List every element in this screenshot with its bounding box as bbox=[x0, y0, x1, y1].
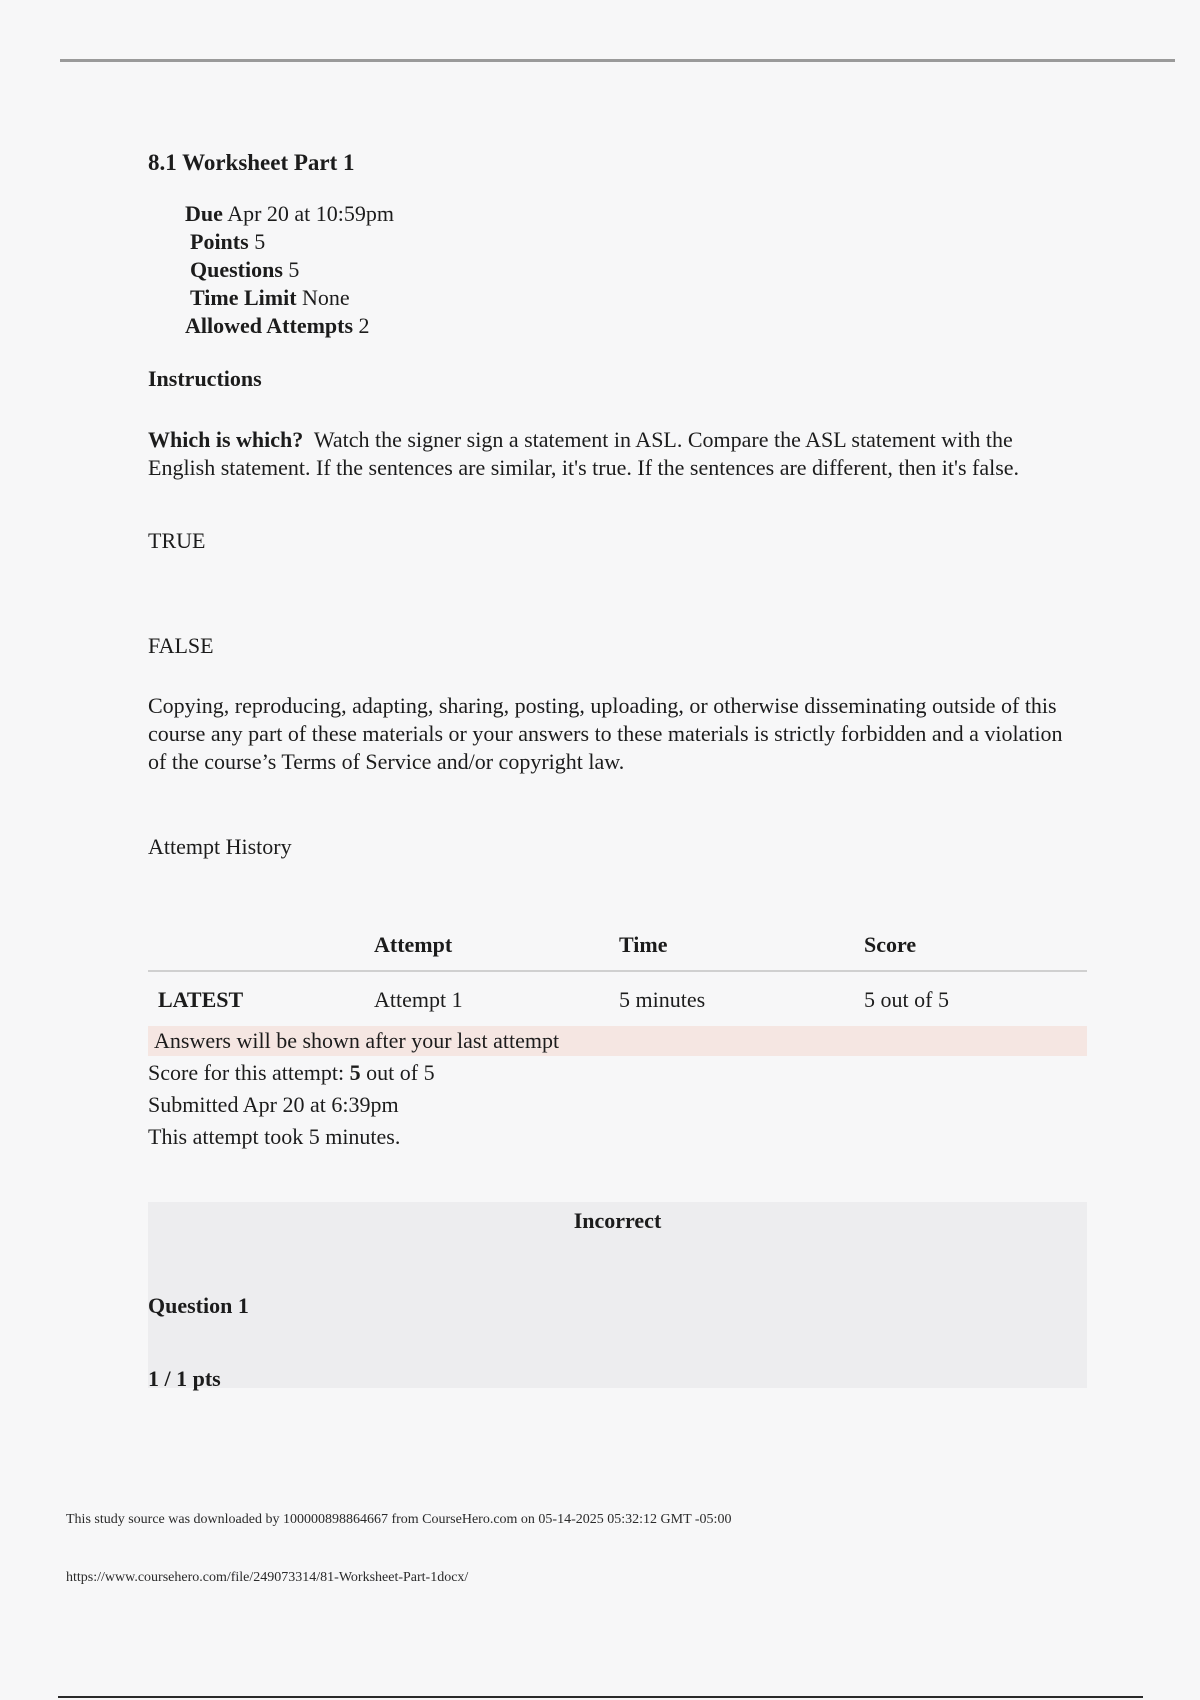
points-row bbox=[190, 228, 265, 256]
latest-tag: LATEST bbox=[148, 971, 373, 1029]
points-value: 5 bbox=[254, 229, 266, 254]
attempt-history-heading: Attempt History bbox=[148, 834, 292, 859]
copyright-notice: Copying, reproducing, adapting, sharing, posting, uploading, or otherwise disseminating outside of this course any part of these materials or your answers to these materials is strictly forbidden and a violation of the course’s Terms of Service and/or copyright law. bbox=[148, 693, 1063, 774]
questions-label: Questions bbox=[190, 257, 283, 282]
instructions-lead: Which is which? bbox=[148, 427, 304, 452]
score-value: 5 bbox=[349, 1060, 361, 1085]
due-label: Due bbox=[185, 201, 223, 226]
attempt-link[interactable]: Attempt 1 bbox=[373, 971, 618, 1029]
table-row bbox=[148, 971, 1087, 1029]
table-header-row bbox=[148, 920, 1087, 971]
instructions-text bbox=[148, 426, 1083, 482]
question-status: Incorrect bbox=[573, 1208, 662, 1233]
question-points: 1 / 1 pts bbox=[148, 1366, 221, 1391]
duration-line: This attempt took 5 minutes. bbox=[148, 1124, 401, 1149]
due-value: Apr 20 at 10:59pm bbox=[227, 201, 395, 226]
option-true: TRUE bbox=[148, 528, 206, 553]
top-rule bbox=[60, 59, 1175, 62]
allowed-attempts-row bbox=[185, 312, 370, 340]
column-header-score: Score bbox=[863, 920, 1087, 971]
attempt-score-line bbox=[148, 1060, 435, 1086]
attempt-history-table bbox=[148, 920, 1087, 1029]
instructions-body: Watch the signer sign a statement in ASL. Compare the ASL statement with the English statement. If the sentences are similar, it's true. If the sentences are different, then it's false. bbox=[148, 427, 1020, 480]
score-suffix: out of 5 bbox=[366, 1060, 435, 1085]
time-limit-value: None bbox=[302, 285, 350, 310]
questions-row bbox=[190, 256, 299, 284]
points-label: Points bbox=[190, 229, 249, 254]
time-limit-row bbox=[190, 284, 350, 312]
question-box bbox=[148, 1202, 1087, 1391]
source-url[interactable]: https://www.coursehero.com/file/249073314/81-Worksheet-Part-1docx/ bbox=[66, 1570, 469, 1585]
option-false: FALSE bbox=[148, 633, 214, 658]
instructions-heading: Instructions bbox=[148, 366, 262, 391]
questions-value: 5 bbox=[288, 257, 300, 282]
allowed-attempts-value: 2 bbox=[358, 313, 370, 338]
attempt-score: 5 out of 5 bbox=[863, 971, 1087, 1029]
bottom-rule bbox=[58, 1696, 1143, 1698]
column-header-time: Time bbox=[618, 920, 863, 971]
question-label: Question 1 bbox=[148, 1293, 249, 1318]
submitted-line: Submitted Apr 20 at 6:39pm bbox=[148, 1092, 399, 1117]
download-note: This study source was downloaded by 100000898864667 from CourseHero.com on 05-14-2025 05:32:12 GMT -05:00 bbox=[66, 1512, 732, 1527]
attempt-time: 5 minutes bbox=[618, 971, 863, 1029]
allowed-attempts-label: Allowed Attempts bbox=[185, 313, 354, 338]
due-row bbox=[185, 200, 394, 228]
time-limit-label: Time Limit bbox=[190, 285, 297, 310]
answers-notice: Answers will be shown after your last attempt bbox=[148, 1026, 1087, 1056]
page-title: 8.1 Worksheet Part 1 bbox=[148, 150, 355, 175]
score-prefix: Score for this attempt: bbox=[148, 1060, 345, 1085]
column-header-attempt: Attempt bbox=[373, 920, 618, 971]
column-header-tag bbox=[148, 920, 373, 971]
